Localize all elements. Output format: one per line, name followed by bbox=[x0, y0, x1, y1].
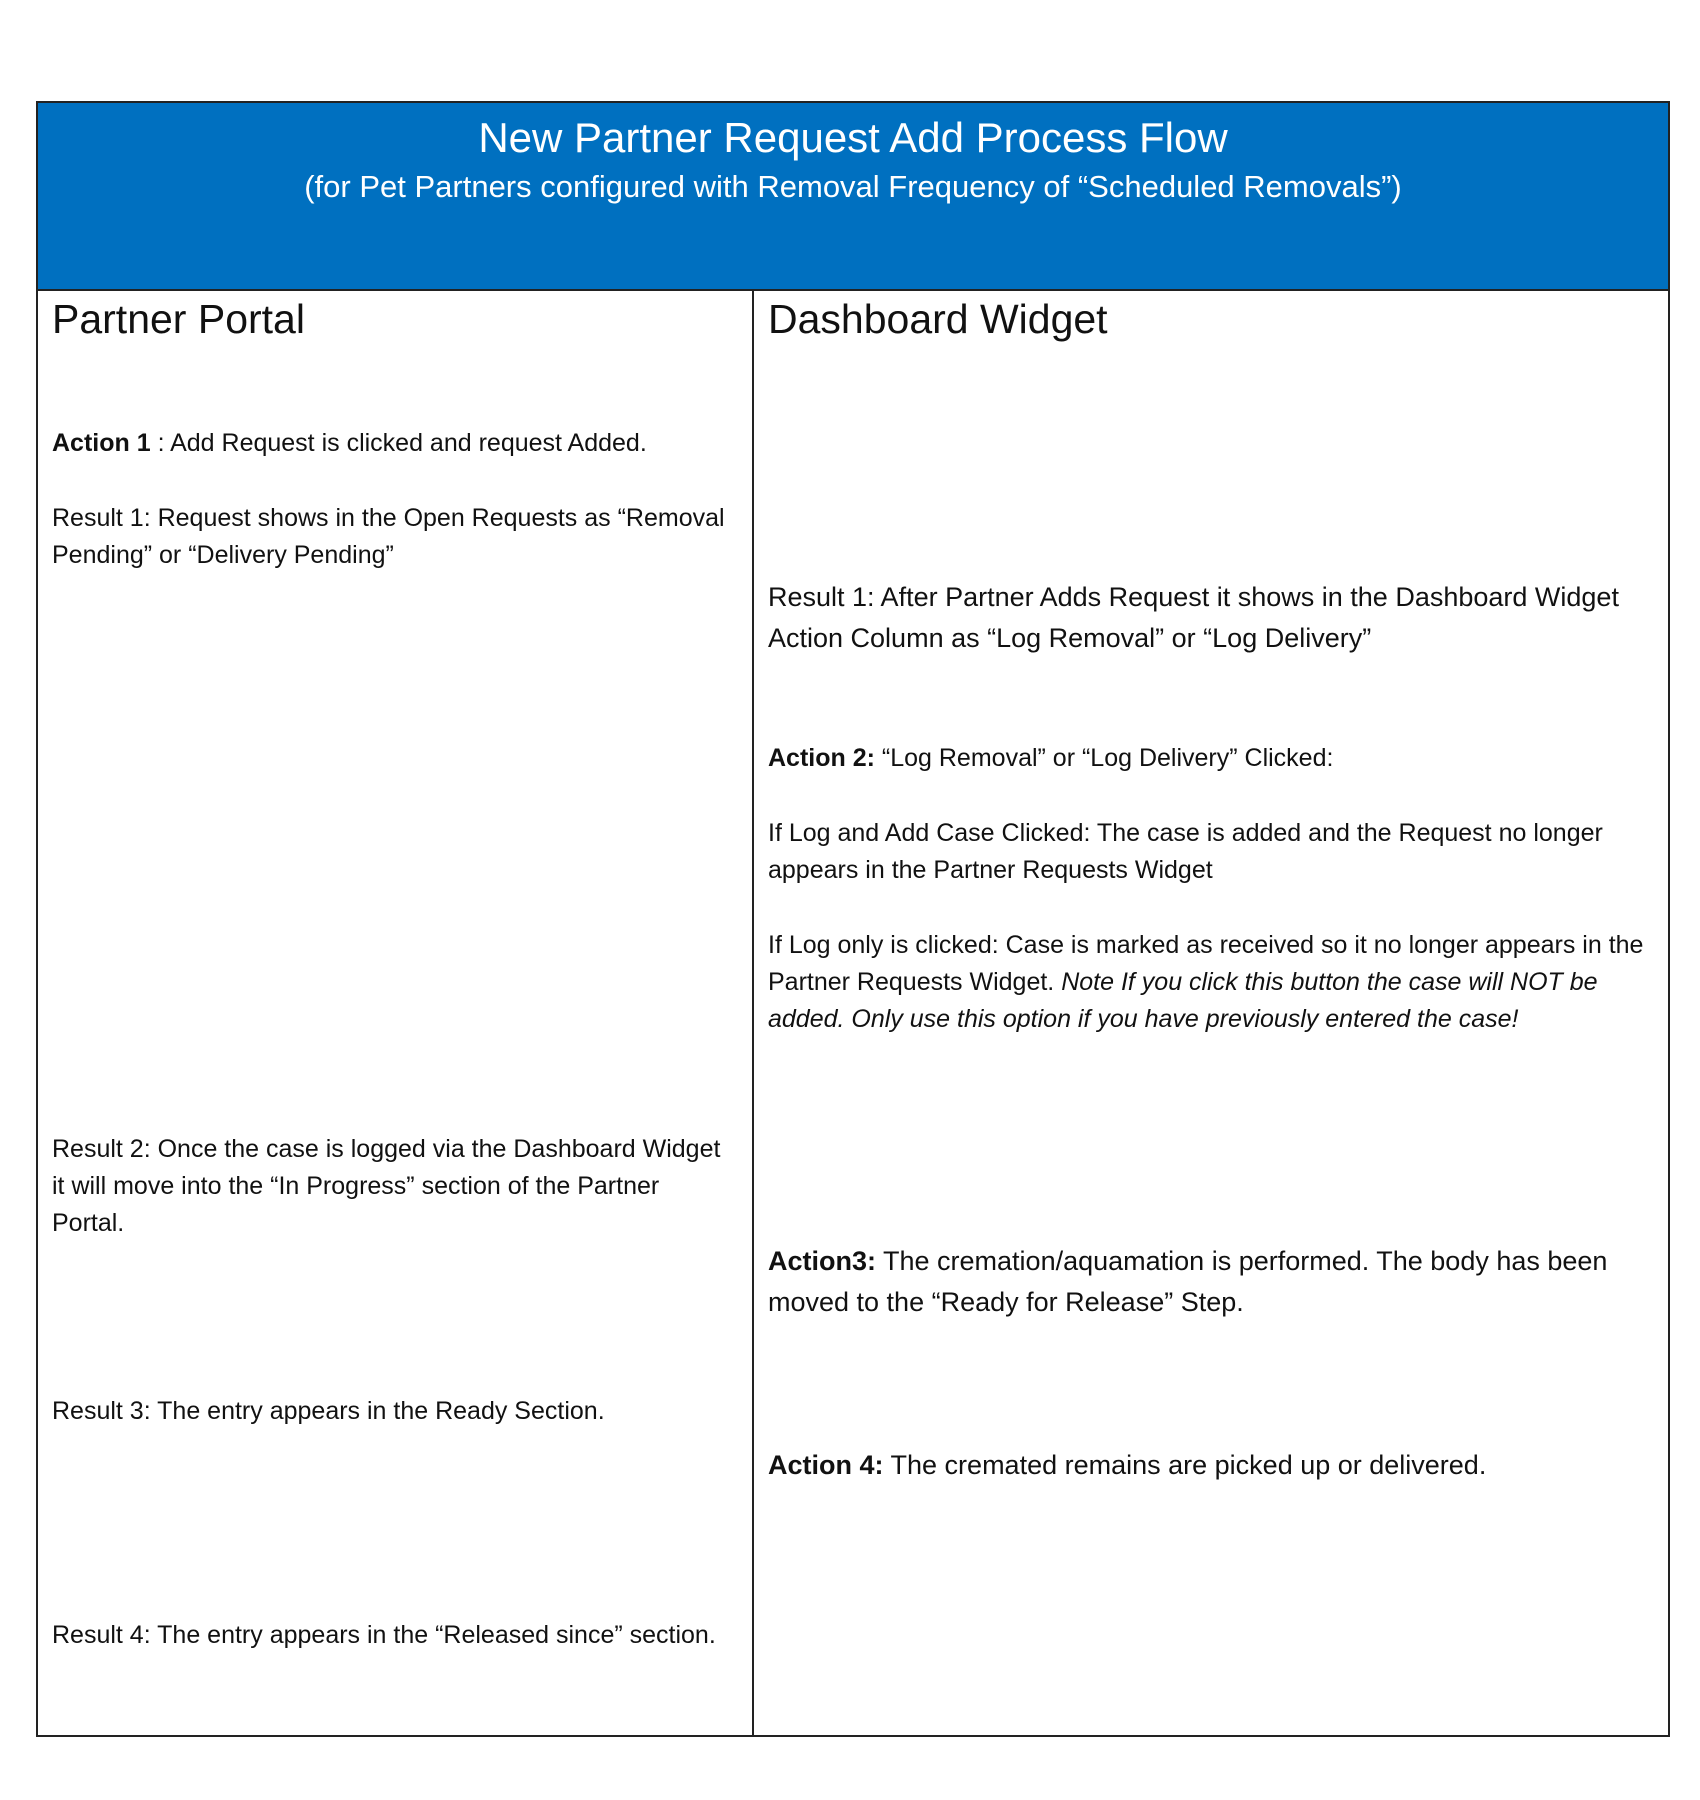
log-and-add-case-text: If Log and Add Case Clicked: The case is added and the Request no longer appears in the Partner Requests Widget bbox=[768, 819, 1603, 884]
table-header bbox=[38, 103, 1668, 291]
column-divider bbox=[752, 289, 754, 1735]
log-only-text bbox=[768, 927, 1658, 1038]
dashboard-widget-action-2 bbox=[768, 740, 1658, 777]
partner-portal-heading: Partner Portal bbox=[52, 296, 305, 342]
process-flow-table bbox=[36, 101, 1670, 1737]
dashboard-widget-action-4 bbox=[768, 1445, 1658, 1486]
partner-portal-result-3: Result 3: The entry appears in the Ready Section. bbox=[52, 1397, 605, 1425]
log-only-note: Note If you click this button the case will NOT be added. Only use this option if you have previously entered the case! bbox=[768, 968, 1598, 1033]
action-4-text: The cremated remains are picked up or delivered. bbox=[883, 1450, 1487, 1480]
action-1-label: Action 1 bbox=[52, 429, 151, 457]
action-3-label: Action3: bbox=[768, 1246, 876, 1276]
partner-portal-result-4: Result 4: The entry appears in the “Released since” section. bbox=[52, 1621, 716, 1649]
dashboard-widget-action-3 bbox=[768, 1241, 1658, 1323]
dashboard-widget-heading: Dashboard Widget bbox=[768, 296, 1108, 342]
dashboard-widget-result-1: Result 1: After Partner Adds Request it shows in the Dashboard Widget Action Column as “Log Removal” or “Log Delivery” bbox=[768, 582, 1619, 653]
action-2-label: Action 2: bbox=[768, 744, 875, 772]
partner-portal-result-1: Result 1: Request shows in the Open Requests as “Removal Pending” or “Delivery Pending” bbox=[52, 504, 725, 569]
page-subtitle: (for Pet Partners configured with Removal Frequency of “Scheduled Removals”) bbox=[304, 169, 1402, 204]
partner-portal-result-2: Result 2: Once the case is logged via the Dashboard Widget it will move into the “In Progress” section of the Partner Portal. bbox=[52, 1135, 721, 1237]
page-title: New Partner Request Add Process Flow bbox=[478, 114, 1228, 161]
action-1-text: : Add Request is clicked and request Added. bbox=[150, 429, 647, 457]
log-only-description: If Log only is clicked: Case is marked as received so it no longer appears in the Partner Requests Widget. bbox=[768, 931, 1644, 996]
action-2-text: “Log Removal” or “Log Delivery” Clicked: bbox=[874, 744, 1334, 772]
action-3-text: The cremation/aquamation is performed. The body has been moved to the “Ready for Release” Step. bbox=[768, 1246, 1608, 1317]
partner-portal-action-1 bbox=[52, 425, 732, 462]
action-4-label: Action 4: bbox=[768, 1450, 884, 1480]
